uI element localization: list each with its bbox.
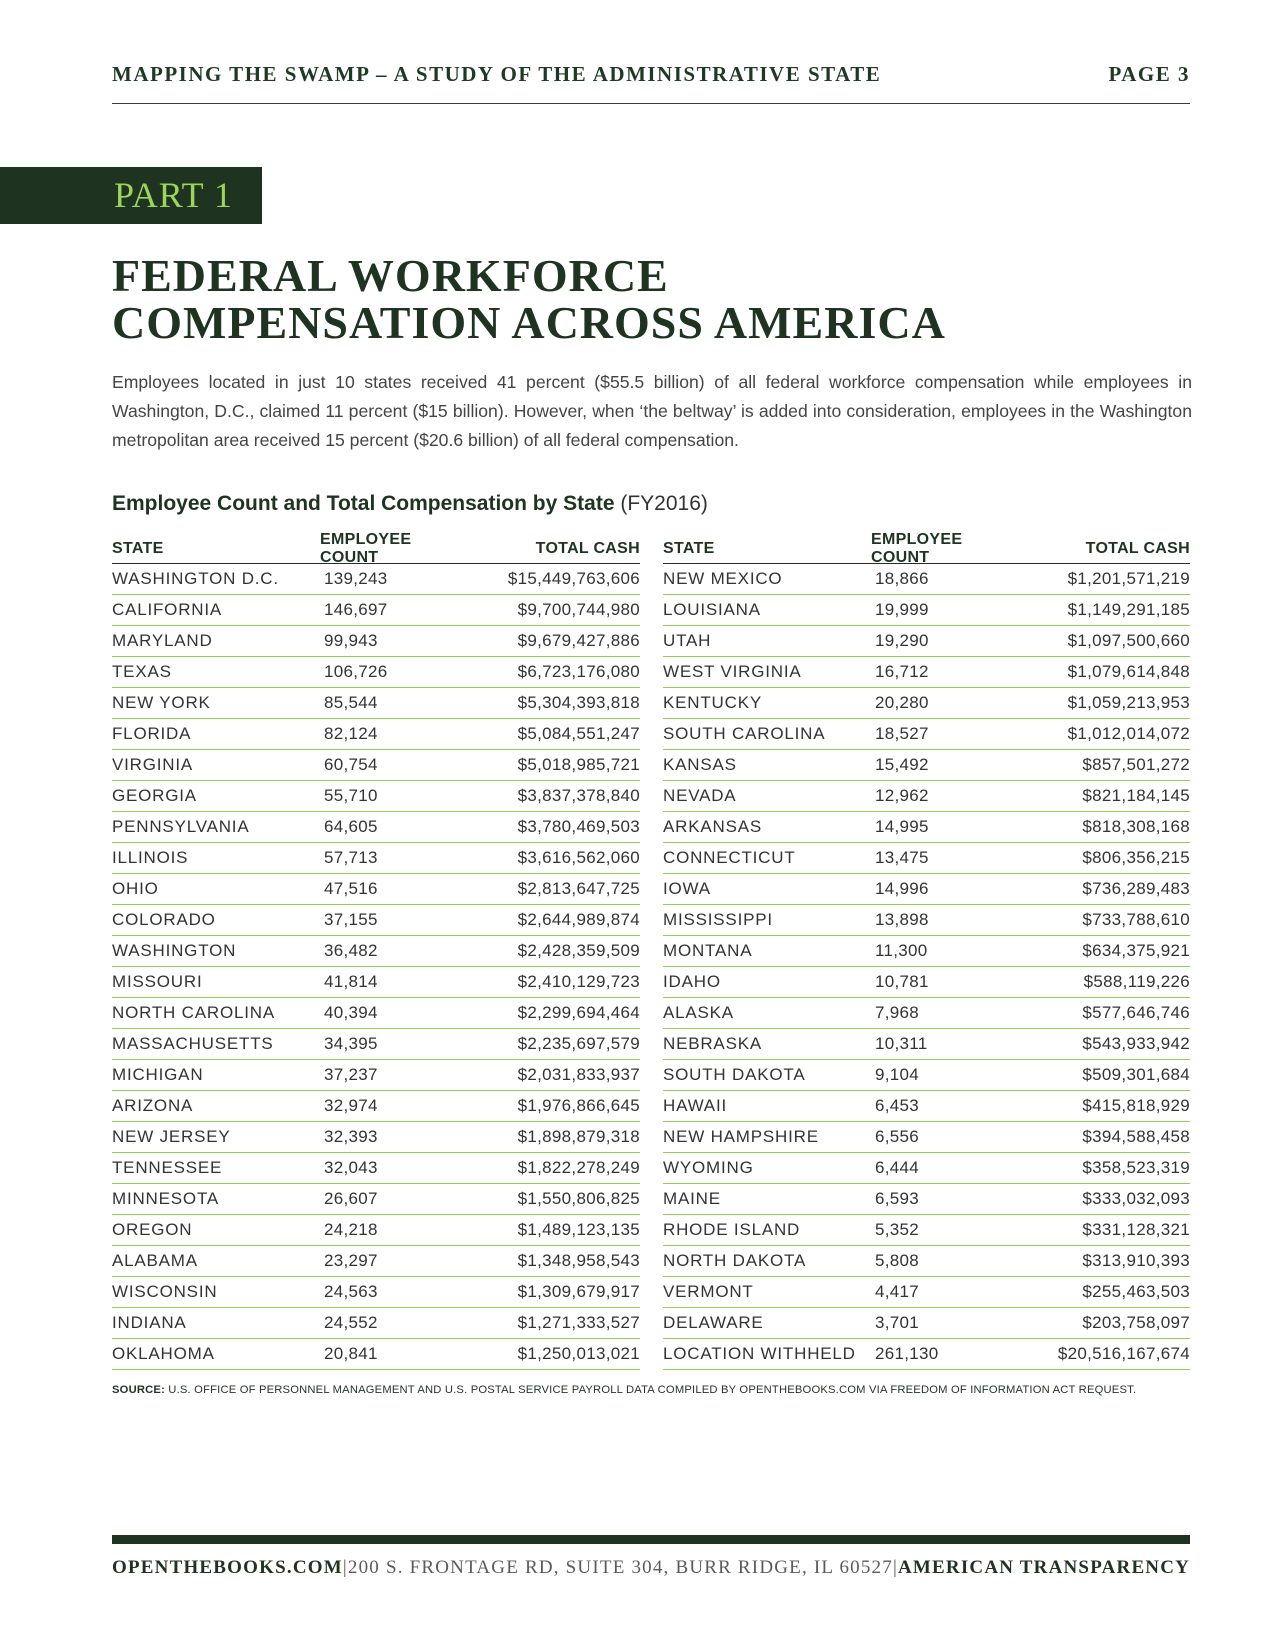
employee-count-cell: 18,866 (875, 569, 929, 588)
employee-count-cell: 47,516 (324, 879, 378, 898)
employee-count-cell: 6,593 (875, 1189, 920, 1208)
employee-count-cell: 34,395 (324, 1034, 378, 1053)
table-row (663, 626, 1190, 657)
employee-count-cell: 146,697 (324, 600, 388, 619)
total-cash-cell: $333,032,093 (1082, 1189, 1190, 1208)
employee-count-cell: 32,974 (324, 1096, 378, 1115)
employee-count-cell: 11,300 (875, 941, 928, 960)
state-cell: MISSISSIPPI (663, 910, 773, 929)
total-cash-cell: $1,550,806,825 (517, 1189, 640, 1208)
employee-count-cell: 14,996 (875, 879, 929, 898)
total-cash-cell: $821,184,145 (1082, 786, 1190, 805)
total-cash-cell: $1,489,123,135 (517, 1220, 640, 1239)
table-row (663, 595, 1190, 626)
total-cash-cell: $2,031,833,937 (517, 1065, 640, 1084)
employee-count-cell: 85,544 (324, 693, 378, 712)
state-cell: WYOMING (663, 1158, 754, 1177)
table-row (663, 967, 1190, 998)
total-cash-cell: $9,679,427,886 (517, 631, 640, 650)
table-row (112, 657, 640, 688)
employee-count-cell: 36,482 (324, 941, 378, 960)
table-row (663, 812, 1190, 843)
state-cell: WEST VIRGINIA (663, 662, 802, 681)
total-cash-cell: $2,644,989,874 (517, 910, 640, 929)
total-cash-cell: $1,822,278,249 (517, 1158, 640, 1177)
table-row (663, 1153, 1190, 1184)
state-cell: ARKANSAS (663, 817, 762, 836)
table-row (663, 936, 1190, 967)
table-row (112, 1277, 640, 1308)
total-cash-cell: $15,449,763,606 (507, 569, 640, 588)
employee-count-cell: 20,280 (875, 693, 929, 712)
table-row (112, 719, 640, 750)
total-cash-cell: $857,501,272 (1082, 755, 1190, 774)
table-row (663, 564, 1190, 595)
state-cell: ALASKA (663, 1003, 734, 1022)
total-cash-cell: $1,149,291,185 (1067, 600, 1190, 619)
running-header (112, 62, 1190, 104)
total-cash-cell: $543,933,942 (1082, 1034, 1190, 1053)
total-cash-cell: $2,299,694,464 (517, 1003, 640, 1022)
employee-count-cell: 16,712 (875, 662, 929, 681)
page-number: PAGE 3 (1108, 62, 1190, 86)
state-cell: MICHIGAN (112, 1065, 204, 1084)
total-cash-cell: $509,301,684 (1082, 1065, 1190, 1084)
footer-address: 200 S. FRONTAGE RD, SUITE 304, BURR RIDGE, IL 60527 (347, 1557, 893, 1578)
total-cash-cell: $331,128,321 (1082, 1220, 1190, 1239)
footer-rule (112, 1535, 1190, 1544)
total-cash-cell: $1,059,213,953 (1067, 693, 1190, 712)
table-row (112, 1246, 640, 1277)
table-row (663, 1215, 1190, 1246)
table-heading-main: Employee Count and Total Compensation by State (112, 492, 615, 515)
total-cash-cell: $3,780,469,503 (517, 817, 640, 836)
table-header-row (112, 531, 640, 566)
state-cell: WASHINGTON (112, 941, 237, 960)
state-cell: IOWA (663, 879, 711, 898)
running-header-title: MAPPING THE SWAMP – A STUDY OF THE ADMINISTRATIVE STATE (112, 62, 882, 86)
total-cash-cell: $1,012,014,072 (1067, 724, 1190, 743)
total-cash-cell: $1,250,013,021 (517, 1344, 640, 1363)
total-cash-cell: $577,646,746 (1082, 1003, 1190, 1022)
state-cell: TENNESSEE (112, 1158, 223, 1177)
table-row (663, 1091, 1190, 1122)
table-row (112, 595, 640, 626)
state-cell: WASHINGTON D.C. (112, 569, 279, 588)
total-cash-cell: $20,516,167,674 (1057, 1344, 1190, 1363)
state-cell: PENNSYLVANIA (112, 817, 250, 836)
state-cell: IDAHO (663, 972, 721, 991)
footer-separator: | (342, 1557, 348, 1578)
total-cash-cell: $818,308,168 (1082, 817, 1190, 836)
total-cash-cell: $588,119,226 (1083, 972, 1190, 991)
state-cell: GEORGIA (112, 786, 197, 805)
employee-count-cell: 24,218 (324, 1220, 378, 1239)
state-cell: ALABAMA (112, 1251, 198, 1270)
total-cash-cell: $736,289,483 (1082, 879, 1190, 898)
table-row (663, 719, 1190, 750)
table-heading (112, 492, 1190, 516)
total-cash-cell: $3,616,562,060 (517, 848, 640, 867)
total-cash-cell: $1,201,571,219 (1067, 569, 1190, 588)
page-footer (112, 1553, 1190, 1583)
state-cell: DELAWARE (663, 1313, 764, 1332)
state-tables (112, 531, 1190, 1371)
employee-count-cell: 5,808 (875, 1251, 920, 1270)
total-cash-cell: $313,910,393 (1082, 1251, 1190, 1270)
table-row (112, 750, 640, 781)
table-row (663, 1060, 1190, 1091)
table-row (112, 1339, 640, 1370)
employee-count-cell: 60,754 (324, 755, 378, 774)
table-row (663, 781, 1190, 812)
table-row (663, 1029, 1190, 1060)
table-row (112, 967, 640, 998)
employee-count-cell: 18,527 (875, 724, 929, 743)
state-cell: LOUISIANA (663, 600, 761, 619)
employee-count-cell: 261,130 (875, 1344, 939, 1363)
source-text: U.S. OFFICE OF PERSONNEL MANAGEMENT AND U.S. POSTAL SERVICE PAYROLL DATA COMPILED BY OPENTHEBOOKS.COM VIA FREEDOM OF INFORMATION ACT REQUEST. (165, 1384, 1137, 1396)
table-row (112, 843, 640, 874)
state-cell: CONNECTICUT (663, 848, 796, 867)
employee-count-cell: 26,607 (324, 1189, 378, 1208)
state-cell: KANSAS (663, 755, 737, 774)
footer-separator: | (892, 1557, 898, 1578)
table-row (112, 781, 640, 812)
table-row (112, 998, 640, 1029)
table-row (112, 1215, 640, 1246)
employee-count-cell: 99,943 (324, 631, 378, 650)
table-row (112, 936, 640, 967)
page-title-line-1: FEDERAL WORKFORCE (112, 250, 669, 301)
state-cell: MINNESOTA (112, 1189, 220, 1208)
employee-count-cell: 4,417 (875, 1282, 920, 1301)
source-label: SOURCE: (112, 1384, 165, 1396)
employee-count-cell: 10,311 (875, 1034, 928, 1053)
column-header-total-cash: TOTAL CASH (535, 540, 640, 557)
state-cell: MARYLAND (112, 631, 213, 650)
total-cash-cell: $1,097,500,660 (1067, 631, 1190, 650)
state-cell: SOUTH DAKOTA (663, 1065, 806, 1084)
employee-count-cell: 139,243 (324, 569, 388, 588)
total-cash-cell: $1,348,958,543 (517, 1251, 640, 1270)
state-table-right (663, 531, 1190, 1370)
employee-count-cell: 64,605 (324, 817, 378, 836)
state-cell: LOCATION WITHHELD (663, 1344, 856, 1363)
state-cell: NEW MEXICO (663, 569, 783, 588)
total-cash-cell: $203,758,097 (1082, 1313, 1190, 1332)
employee-count-cell: 6,556 (875, 1127, 920, 1146)
total-cash-cell: $394,588,458 (1082, 1127, 1190, 1146)
table-row (112, 1153, 640, 1184)
state-cell: VERMONT (663, 1282, 754, 1301)
table-header-row (663, 531, 1190, 566)
employee-count-cell: 24,563 (324, 1282, 378, 1301)
employee-count-cell: 32,043 (324, 1158, 378, 1177)
total-cash-cell: $806,356,215 (1082, 848, 1190, 867)
employee-count-cell: 57,713 (324, 848, 378, 867)
footer-site: OPENTHEBOOKS.COM (112, 1557, 343, 1578)
state-cell: INDIANA (112, 1313, 187, 1332)
table-row (112, 1091, 640, 1122)
employee-count-cell: 23,297 (324, 1251, 378, 1270)
table-row (112, 688, 640, 719)
state-cell: ARIZONA (112, 1096, 194, 1115)
table-row (663, 998, 1190, 1029)
employee-count-cell: 32,393 (324, 1127, 378, 1146)
table-row (112, 564, 640, 595)
state-cell: COLORADO (112, 910, 216, 929)
state-cell: NORTH CAROLINA (112, 1003, 275, 1022)
employee-count-cell: 37,155 (324, 910, 378, 929)
table-row (112, 905, 640, 936)
table-row (663, 874, 1190, 905)
column-header-state: STATE (112, 540, 164, 557)
table-row (663, 1122, 1190, 1153)
employee-count-cell: 10,781 (875, 972, 929, 991)
employee-count-cell: 82,124 (324, 724, 378, 743)
table-row (663, 843, 1190, 874)
state-cell: TEXAS (112, 662, 172, 681)
state-cell: OKLAHOMA (112, 1344, 215, 1363)
total-cash-cell: $1,309,679,917 (517, 1282, 640, 1301)
state-cell: CALIFORNIA (112, 600, 223, 619)
state-cell: MASSACHUSETTS (112, 1034, 274, 1053)
total-cash-cell: $733,788,610 (1082, 910, 1190, 929)
employee-count-cell: 6,444 (875, 1158, 920, 1177)
column-header-state: STATE (663, 540, 715, 557)
column-header-total-cash: TOTAL CASH (1085, 540, 1190, 557)
total-cash-cell: $3,837,378,840 (517, 786, 640, 805)
total-cash-cell: $9,700,744,980 (517, 600, 640, 619)
state-cell: NORTH DAKOTA (663, 1251, 807, 1270)
employee-count-cell: 106,726 (324, 662, 388, 681)
state-cell: ILLINOIS (112, 848, 189, 867)
state-cell: NEW JERSEY (112, 1127, 231, 1146)
employee-count-cell: 14,995 (875, 817, 929, 836)
state-cell: NEW YORK (112, 693, 211, 712)
employee-count-cell: 24,552 (324, 1313, 378, 1332)
employee-count-cell: 5,352 (875, 1220, 920, 1239)
total-cash-cell: $634,375,921 (1082, 941, 1190, 960)
total-cash-cell: $1,079,614,848 (1067, 662, 1190, 681)
state-cell: MISSOURI (112, 972, 203, 991)
state-table-left (112, 531, 640, 1370)
employee-count-cell: 19,290 (875, 631, 929, 650)
source-note (112, 1384, 1190, 1396)
total-cash-cell: $2,813,647,725 (517, 879, 640, 898)
table-row (112, 626, 640, 657)
table-row (663, 1339, 1190, 1370)
employee-count-cell: 55,710 (324, 786, 378, 805)
state-cell: NEW HAMPSHIRE (663, 1127, 819, 1146)
total-cash-cell: $415,818,929 (1082, 1096, 1190, 1115)
state-cell: VIRGINIA (112, 755, 194, 774)
employee-count-cell: 12,962 (875, 786, 929, 805)
employee-count-cell: 3,701 (875, 1313, 920, 1332)
employee-count-cell: 41,814 (324, 972, 378, 991)
state-cell: NEBRASKA (663, 1034, 762, 1053)
employee-count-cell: 20,841 (324, 1344, 378, 1363)
table-row (663, 688, 1190, 719)
total-cash-cell: $5,018,985,721 (517, 755, 640, 774)
employee-count-cell: 6,453 (875, 1096, 920, 1115)
table-row (112, 1308, 640, 1339)
state-cell: NEVADA (663, 786, 737, 805)
column-header-employee-count: EMPLOYEE COUNT (871, 531, 963, 566)
employee-count-cell: 9,104 (875, 1065, 920, 1084)
state-cell: MAINE (663, 1189, 721, 1208)
table-row (663, 1277, 1190, 1308)
total-cash-cell: $358,523,319 (1082, 1158, 1190, 1177)
total-cash-cell: $2,428,359,509 (517, 941, 640, 960)
table-row (112, 1184, 640, 1215)
intro-paragraph: Employees located in just 10 states received 41 percent ($55.5 billion) of all federal workforce compensation while employees in Washington, D.C., claimed 11 percent ($15 billion). However, when ‘the beltway’ is added into consideration, employees in the Washington metropolitan area received 15 percent ($20.6 billion) of all federal compensation. (112, 372, 1192, 450)
table-row (112, 812, 640, 843)
table-row (112, 1060, 640, 1091)
part-banner: PART 1 (0, 167, 262, 224)
state-cell: MONTANA (663, 941, 753, 960)
state-cell: WISCONSIN (112, 1282, 218, 1301)
state-cell: UTAH (663, 631, 712, 650)
table-row (663, 1184, 1190, 1215)
employee-count-cell: 19,999 (875, 600, 929, 619)
employee-count-cell: 13,475 (875, 848, 929, 867)
table-row (663, 750, 1190, 781)
total-cash-cell: $2,235,697,579 (517, 1034, 640, 1053)
table-row (663, 1246, 1190, 1277)
table-row (112, 1029, 640, 1060)
page-title-line-2: COMPENSATION ACROSS AMERICA (112, 297, 946, 348)
total-cash-cell: $1,976,866,645 (517, 1096, 640, 1115)
table-row (112, 1122, 640, 1153)
state-cell: OHIO (112, 879, 159, 898)
table-row (663, 905, 1190, 936)
total-cash-cell: $255,463,503 (1082, 1282, 1190, 1301)
state-cell: SOUTH CAROLINA (663, 724, 826, 743)
state-cell: KENTUCKY (663, 693, 762, 712)
table-row (663, 1308, 1190, 1339)
total-cash-cell: $2,410,129,723 (517, 972, 640, 991)
employee-count-cell: 13,898 (875, 910, 929, 929)
employee-count-cell: 40,394 (324, 1003, 378, 1022)
total-cash-cell: $6,723,176,080 (517, 662, 640, 681)
table-row (112, 874, 640, 905)
employee-count-cell: 37,237 (324, 1065, 378, 1084)
page-title (112, 252, 1190, 346)
state-cell: OREGON (112, 1220, 193, 1239)
column-header-employee-count: EMPLOYEE COUNT (320, 531, 412, 566)
employee-count-cell: 7,968 (875, 1003, 920, 1022)
total-cash-cell: $1,271,333,527 (517, 1313, 640, 1332)
table-heading-year: (FY2016) (620, 492, 708, 515)
total-cash-cell: $1,898,879,318 (517, 1127, 640, 1146)
total-cash-cell: $5,304,393,818 (517, 693, 640, 712)
state-cell: HAWAII (663, 1096, 727, 1115)
footer-org: AMERICAN TRANSPARENCY (897, 1557, 1191, 1578)
state-cell: RHODE ISLAND (663, 1220, 801, 1239)
total-cash-cell: $5,084,551,247 (517, 724, 640, 743)
employee-count-cell: 15,492 (875, 755, 929, 774)
table-row (663, 657, 1190, 688)
state-cell: FLORIDA (112, 724, 192, 743)
